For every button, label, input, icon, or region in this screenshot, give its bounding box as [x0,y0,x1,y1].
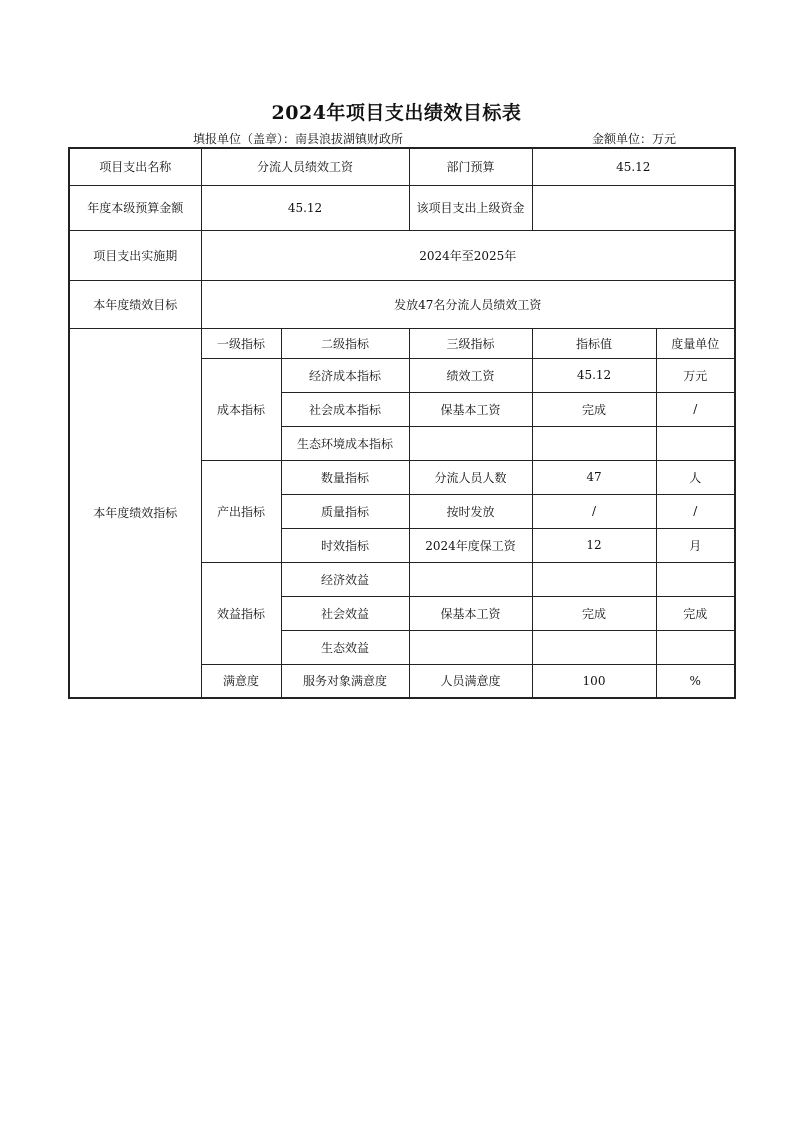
indicator-value: 12 [532,528,656,562]
indicator-unit: / [656,392,735,426]
level2-indicator: 生态效益 [281,630,409,664]
level3-indicator: 按时发放 [409,494,532,528]
header-level3: 三级指标 [409,328,532,358]
level2-indicator: 生态环境成本指标 [281,426,409,460]
upper-fund-label: 该项目支出上级资金 [409,185,532,230]
level2-indicator: 社会效益 [281,596,409,630]
indicator-unit: / [656,494,735,528]
header-unit: 度量单位 [656,328,735,358]
level3-indicator: 保基本工资 [409,392,532,426]
indicator-unit [656,562,735,596]
indicator-unit [656,426,735,460]
indicator-unit: 月 [656,528,735,562]
annual-budget-value: 45.12 [201,185,409,230]
period-value: 2024年至2025年 [201,230,735,280]
level3-indicator [409,630,532,664]
indicator-value [532,630,656,664]
indicator-unit: 人 [656,460,735,494]
header-value: 指标值 [532,328,656,358]
level1-indicator: 满意度 [201,664,281,698]
level2-indicator: 时效指标 [281,528,409,562]
fill-unit: 填报单位（盖章）：南县浪拔湖镇财政所 [193,132,404,146]
level3-indicator: 人员满意度 [409,664,532,698]
indicator-unit: 万元 [656,358,735,392]
level2-indicator: 经济成本指标 [281,358,409,392]
level2-indicator: 经济效益 [281,562,409,596]
indicator-value: 完成 [532,392,656,426]
goal-value: 发放47名分流人员绩效工资 [201,280,735,328]
indicator-unit [656,630,735,664]
indicator-value: 100 [532,664,656,698]
annual-budget-label: 年度本级预算金额 [69,185,201,230]
indicators-section-label: 本年度绩效指标 [69,328,201,698]
project-name-value: 分流人员绩效工资 [201,148,409,185]
level3-indicator: 保基本工资 [409,596,532,630]
indicator-value: / [532,494,656,528]
level3-indicator: 2024年度保工资 [409,528,532,562]
indicator-value: 45.12 [532,358,656,392]
project-name-label: 项目支出名称 [69,148,201,185]
indicator-unit: 完成 [656,596,735,630]
level1-indicator: 产出指标 [201,460,281,562]
level3-indicator: 绩效工资 [409,358,532,392]
level3-indicator [409,562,532,596]
level3-indicator: 分流人员人数 [409,460,532,494]
level2-indicator: 社会成本指标 [281,392,409,426]
upper-fund-value [532,185,735,230]
indicator-value: 47 [532,460,656,494]
level2-indicator: 质量指标 [281,494,409,528]
indicator-unit: % [656,664,735,698]
goal-label: 本年度绩效目标 [69,280,201,328]
period-label: 项目支出实施期 [69,230,201,280]
header-level2: 二级指标 [281,328,409,358]
level2-indicator: 服务对象满意度 [281,664,409,698]
indicator-value [532,426,656,460]
amount-unit: 金额单位：万元 [592,132,677,146]
indicator-value: 完成 [532,596,656,630]
dept-budget-label: 部门预算 [409,148,532,185]
level1-indicator: 成本指标 [201,358,281,460]
performance-table [68,147,736,699]
dept-budget-value: 45.12 [532,148,735,185]
header-level1: 一级指标 [201,328,281,358]
level3-indicator [409,426,532,460]
page-title: 2024年项目支出绩效目标表 [271,102,522,124]
indicator-value [532,562,656,596]
level2-indicator: 数量指标 [281,460,409,494]
level1-indicator: 效益指标 [201,562,281,664]
